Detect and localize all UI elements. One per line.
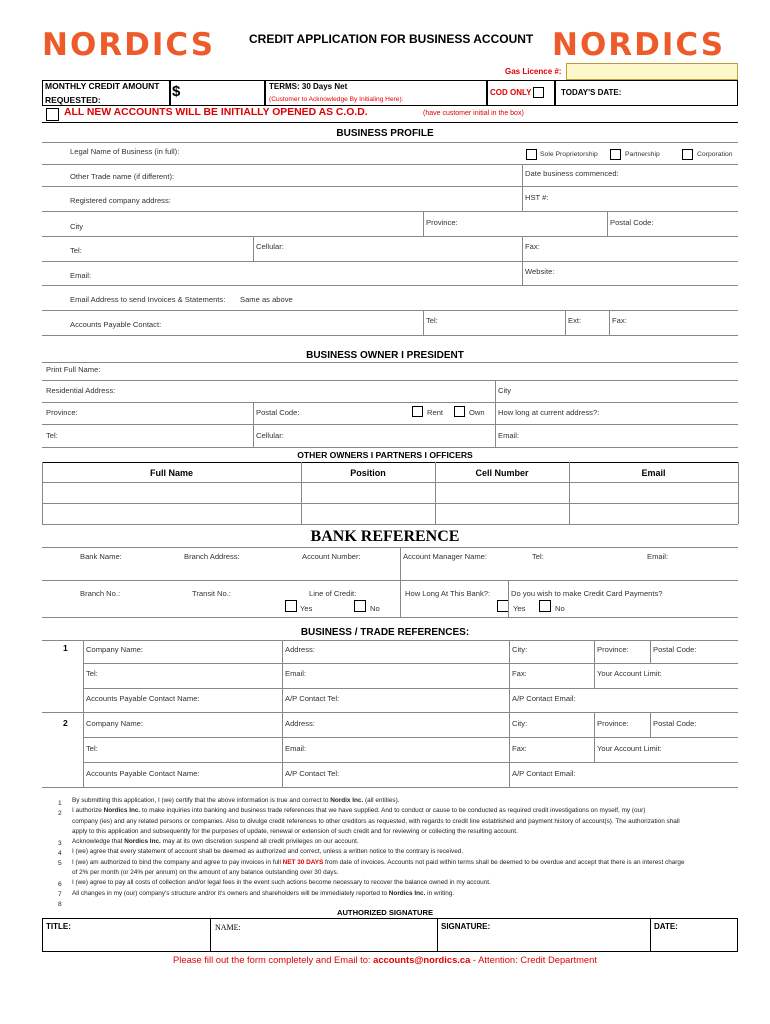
divider: [42, 335, 738, 336]
partnership-checkbox[interactable]: [610, 149, 621, 160]
ref2-company-label: Company Name:: [86, 719, 143, 728]
trade-title: BUSINESS / TRADE REFERENCES:: [300, 627, 470, 638]
cc-no-checkbox[interactable]: [539, 600, 551, 612]
divider: [423, 211, 424, 236]
divider: [522, 164, 523, 186]
ref2-fax-label: Fax:: [512, 744, 527, 753]
ap-tel-label: Tel:: [426, 316, 438, 325]
divider: [522, 236, 523, 261]
divider: [282, 640, 283, 712]
line-of-credit-label: Line of Credit:: [309, 589, 357, 598]
bank-name-label: Bank Name:: [80, 552, 122, 561]
divider: [42, 236, 738, 237]
owner-city-label: City: [498, 386, 512, 395]
divider: [42, 617, 738, 618]
divider: [42, 285, 738, 286]
ap-ext-label: Ext:: [568, 316, 582, 325]
own-label: Own: [469, 408, 485, 417]
owner-title: BUSINESS OWNER I PRESIDENT: [306, 350, 464, 361]
ref1-limit-label: Your Account Limit:: [597, 669, 662, 678]
reg-address-label: Registered company address:: [70, 196, 171, 205]
terms-note: (Customer to Acknowledge By Initialing Here):: [269, 96, 404, 103]
ref1-city-label: City:: [512, 645, 528, 654]
divider: [42, 787, 738, 788]
legal-number: 5: [58, 860, 62, 867]
owner-postal-label: Postal Code:: [256, 408, 300, 417]
todays-date-label: TODAY'S DATE:: [561, 88, 622, 97]
divider: [84, 762, 738, 763]
divider: [42, 462, 738, 463]
legal-number: 8: [58, 901, 62, 908]
divider: [42, 402, 738, 403]
divider: [738, 462, 739, 524]
divider: [423, 310, 424, 335]
divider: [253, 236, 254, 261]
title-label: TITLE:: [46, 922, 71, 931]
divider: [282, 712, 283, 787]
tel-label: Tel:: [70, 246, 82, 255]
cellular-label: Cellular:: [256, 242, 284, 251]
divider: [253, 402, 254, 424]
cod-initial-box[interactable]: [46, 108, 59, 121]
date-input[interactable]: [651, 932, 737, 951]
others-row-1[interactable]: [43, 483, 737, 503]
cod-notice-note: (have customer initial in the box): [423, 110, 524, 117]
requested-label: REQUESTED:: [45, 95, 101, 105]
ref1-email-label: Email:: [285, 669, 307, 678]
divider: [650, 640, 651, 663]
ref2-province-label: Province:: [597, 719, 629, 728]
ref1-ap-email-label: A/P Contact Email:: [512, 694, 576, 703]
divider: [42, 310, 738, 311]
divider: [42, 186, 738, 187]
ref2-postal-label: Postal Code:: [653, 719, 697, 728]
ap-fax-label: Fax:: [612, 316, 627, 325]
transit-no-label: Transit No.:: [192, 589, 231, 598]
divider: [509, 640, 510, 712]
ref2-limit-label: Your Account Limit:: [597, 744, 662, 753]
ref1-company-label: Company Name:: [86, 645, 143, 654]
ref2-ap-contact-label: Accounts Payable Contact Name:: [86, 769, 200, 778]
divider: [42, 211, 738, 212]
divider: [650, 712, 651, 737]
name-input[interactable]: [211, 932, 436, 951]
account-number-label: Account Number:: [302, 552, 361, 561]
ref2-tel-label: Tel:: [86, 744, 98, 753]
loc-no-label: No: [370, 604, 380, 613]
terms-label: TERMS: 30 Days Net: [269, 82, 348, 91]
divider: [509, 712, 510, 787]
how-long-address-label: How long at current address?:: [498, 408, 600, 417]
divider: [400, 580, 401, 617]
partnership-label: Partnership: [625, 151, 660, 158]
postal-label: Postal Code:: [610, 218, 654, 227]
ref1-ap-contact-label: Accounts Payable Contact Name:: [86, 694, 200, 703]
divider: [42, 261, 738, 262]
corporation-checkbox[interactable]: [682, 149, 693, 160]
loc-no-checkbox[interactable]: [354, 600, 366, 612]
col-cell-number: Cell Number: [475, 468, 529, 478]
legal-number: 2: [58, 810, 62, 817]
divider: [253, 424, 254, 447]
divider: [84, 663, 738, 664]
divider: [508, 580, 509, 617]
ref2-email-label: Email:: [285, 744, 307, 753]
legal-number: 3: [58, 840, 62, 847]
divider: [607, 211, 608, 236]
divider: [42, 547, 738, 548]
col-full-name: Full Name: [149, 468, 193, 478]
divider: [594, 640, 595, 688]
divider: [42, 580, 738, 581]
footer-note: Please fill out the form completely and Email to: accounts@nordics.ca - Attention: Credit Department: [173, 954, 597, 965]
credit-amount-input[interactable]: [170, 80, 265, 106]
ref1-ap-tel-label: A/P Contact Tel:: [285, 694, 340, 703]
city-label: City: [70, 222, 84, 231]
divider: [42, 164, 738, 165]
logo-right: NORDICS: [552, 27, 726, 63]
divider: [522, 261, 523, 285]
invoice-email-value: Same as above: [240, 295, 293, 304]
legal-number: 6: [58, 881, 62, 888]
invoice-email-label: Email Address to send Invoices & Statements:: [70, 295, 226, 304]
business-profile-title: BUSINESS PROFILE: [336, 128, 434, 139]
ref2-city-label: City:: [512, 719, 528, 728]
monthly-credit-label: MONTHLY CREDIT AMOUNT: [45, 81, 160, 91]
logo-left: NORDICS: [42, 27, 216, 63]
divider: [609, 310, 610, 335]
gas-licence-input[interactable]: [566, 63, 738, 80]
bank-title: BANK REFERENCE: [310, 528, 460, 545]
credit-card-label: Do you wish to make Credit Card Payments?: [511, 589, 663, 598]
bank-tel-label: Tel:: [532, 552, 544, 561]
divider: [42, 122, 738, 123]
ref1-address-label: Address:: [285, 645, 315, 654]
legal-number: 4: [58, 850, 62, 857]
hst-label: HST #:: [525, 193, 549, 202]
divider: [84, 737, 738, 738]
loc-yes-checkbox[interactable]: [285, 600, 297, 612]
legal-number: 1: [58, 800, 62, 807]
others-title: OTHER OWNERS I PARTNERS I OFFICERS: [297, 450, 473, 460]
cc-no-label: No: [555, 604, 565, 613]
corporation-label: Corporation: [697, 151, 733, 158]
divider: [42, 142, 738, 143]
ref2-address-label: Address:: [285, 719, 315, 728]
legal-name-label: Legal Name of Business (in full):: [70, 147, 180, 156]
trade-name-label: Other Trade name (if different):: [70, 172, 175, 181]
ref1-province-label: Province:: [597, 645, 629, 654]
form-title: CREDIT APPLICATION FOR BUSINESS ACCOUNT: [249, 32, 534, 46]
dollar-sign: $: [172, 83, 181, 100]
divider: [42, 447, 738, 448]
divider: [495, 402, 496, 424]
print-name-label: Print Full Name:: [46, 365, 101, 374]
fax-label: Fax:: [525, 242, 540, 251]
rent-checkbox[interactable]: [412, 406, 423, 417]
owner-province-label: Province:: [46, 408, 78, 417]
ap-contact-label: Accounts Payable Contact:: [70, 320, 162, 329]
owner-email-label: Email:: [498, 431, 520, 440]
name-label: NAME:: [215, 923, 241, 932]
cod-notice: ALL NEW ACCOUNTS WILL BE INITIALLY OPENED AS C.O.D.: [64, 107, 368, 118]
signature-label: SIGNATURE:: [441, 922, 491, 931]
owner-tel-label: Tel:: [46, 431, 58, 440]
ref1-fax-label: Fax:: [512, 669, 527, 678]
trade-ref-number-1: 1: [63, 643, 68, 653]
col-email: Email: [641, 468, 666, 478]
trade-ref-number-2: 2: [63, 718, 68, 728]
website-label: Website:: [525, 267, 555, 276]
others-row-2[interactable]: [43, 504, 737, 524]
cod-only-label: COD ONLY: [490, 88, 532, 97]
gas-licence-label: Gas Licence #:: [505, 67, 562, 76]
divider: [83, 712, 84, 787]
divider: [42, 712, 738, 713]
authorized-signature-title: AUTHORIZED SIGNATURE: [336, 908, 434, 917]
divider: [42, 524, 738, 525]
date-label: DATE:: [654, 922, 678, 931]
divider: [84, 688, 738, 689]
legal-number: 7: [58, 891, 62, 898]
divider: [495, 380, 496, 402]
divider: [42, 424, 738, 425]
ref1-postal-label: Postal Code:: [653, 645, 697, 654]
divider: [400, 547, 401, 580]
divider: [495, 424, 496, 447]
rent-label: Rent: [427, 408, 444, 417]
branch-no-label: Branch No.:: [80, 589, 121, 598]
legal-terms: By submitting this application, I (we) certify that the above information is true and correct to Nordix Inc. (all entities). I authorize Nordics Inc. to make inquiries into banking and business trade references that we have supplied. And to conduct or cause to be conducted as required credit investigations on myself, my (our) company (ies) and any related persons or companies. Also to divulge credit references to other creditors as requested, with regards to credit line established and payment history of account(s). The authorization shall apply to this application and subsequently for the purposes of update, renewal or extension of such credit and for reviewing or collecting the resulting account. Acknowledge that Nordics Inc. may at its own discretion suspend all credit privileges on our account. I (we) agree that every statement of account shall be deemed as authorized and correct, unless a written notice to the contrary is received. I (we) am authorized to bind the company and agree to pay invoices in full NET 30 DAYS from date of invoices. Accounts not paid within terms shall be deemed to be overdue and accept that there is an interest charge of 2% per month (or 24% per annum) on the amount of any balance outstanding over 30 days. I (we) agree to pay all costs of collection and/or legal fees in the event such actions become necessary to recover the balance owned in my account. All changes in my (our) company's structure and/or it's owners and shareholders will be immediately reported to Nordics Inc. in writing.: [72, 797, 685, 897]
divider: [83, 640, 84, 712]
signature-input[interactable]: [438, 932, 649, 951]
col-position: Position: [350, 468, 386, 478]
sole-prop-checkbox[interactable]: [526, 149, 537, 160]
province-label: Province:: [426, 218, 458, 227]
title-input[interactable]: [43, 932, 209, 951]
ref1-tel-label: Tel:: [86, 669, 98, 678]
account-manager-label: Account Manager Name:: [403, 552, 487, 561]
date-commenced-label: Date business commenced:: [525, 169, 619, 178]
divider: [522, 186, 523, 211]
divider: [565, 310, 566, 335]
branch-address-label: Branch Address:: [184, 552, 240, 561]
footer-email-link[interactable]: accounts@nordics.ca: [373, 954, 471, 965]
loc-yes-label: Yes: [300, 604, 313, 613]
owner-cellular-label: Cellular:: [256, 431, 284, 440]
email-label: Email:: [70, 271, 92, 280]
divider: [594, 712, 595, 762]
divider: [42, 362, 738, 363]
bank-email-label: Email:: [647, 552, 669, 561]
divider: [42, 380, 738, 381]
how-long-bank-label: How Long At This Bank?:: [405, 589, 491, 598]
divider: [42, 640, 738, 641]
res-address-label: Residential Address:: [46, 386, 116, 395]
ref2-ap-tel-label: A/P Contact Tel:: [285, 769, 340, 778]
ref2-ap-email-label: A/P Contact Email:: [512, 769, 576, 778]
sole-prop-label: Sole Proprietorship: [540, 151, 598, 158]
own-checkbox[interactable]: [454, 406, 465, 417]
cc-yes-label: Yes: [513, 604, 526, 613]
cod-only-checkbox[interactable]: [533, 87, 544, 98]
